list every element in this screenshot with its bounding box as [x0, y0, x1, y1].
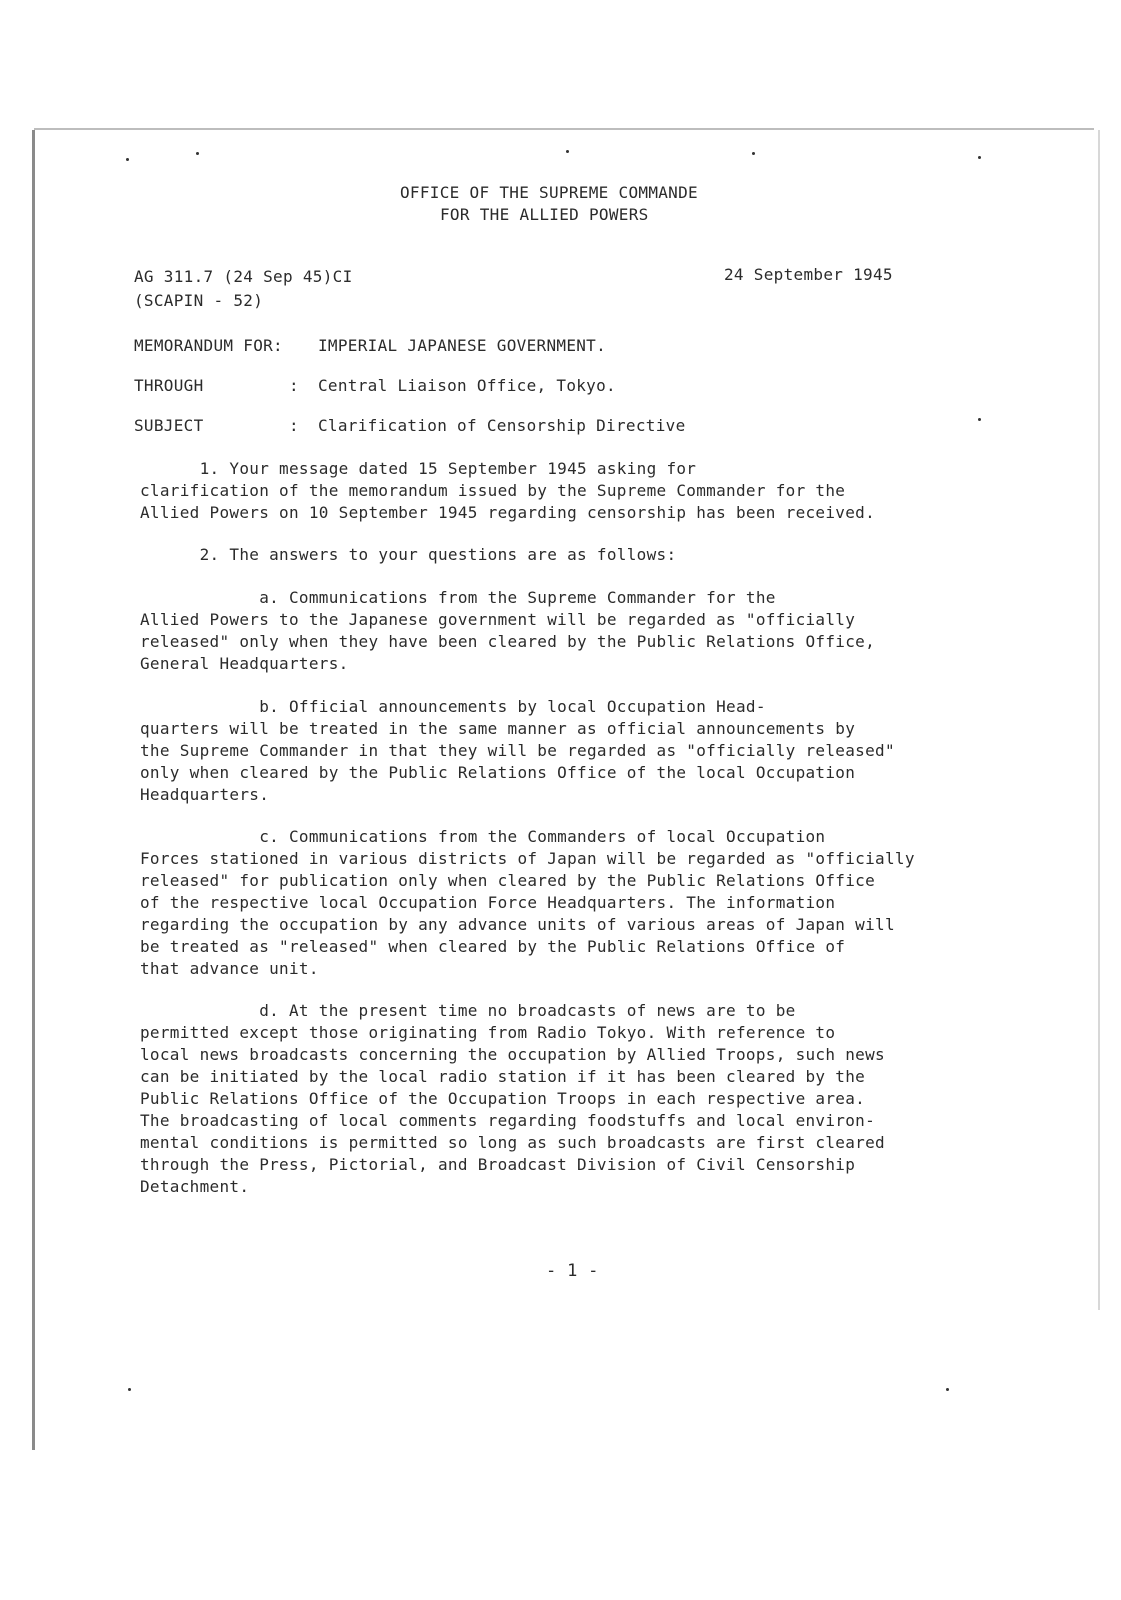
- through-value: Central Liaison Office, Tokyo.: [318, 376, 616, 395]
- paragraph-a-line: released" only when they have been cleared by the Public Relations Office,: [140, 632, 876, 651]
- paragraph-a-line: General Headquarters.: [140, 654, 349, 673]
- scan-border-right: [1098, 130, 1100, 1310]
- subject-value: Clarification of Censorship Directive: [318, 416, 686, 435]
- paragraph-c-line: regarding the occupation by any advance units of various areas of Japan will: [140, 915, 895, 934]
- scan-border-left: [32, 130, 35, 1450]
- page-number: - 1 -: [546, 1261, 599, 1281]
- memo-for-value: IMPERIAL JAPANESE GOVERNMENT.: [318, 336, 607, 355]
- paragraph-d-line: mental conditions is permitted so long as such broadcasts are first cleared: [140, 1133, 885, 1152]
- subject-label: SUBJECT: [134, 416, 204, 435]
- paragraph-1-line: clarification of the memorandum issued by the Supreme Commander for the: [140, 481, 846, 500]
- paragraph-d-line: through the Press, Pictorial, and Broadcast Division of Civil Censorship: [140, 1155, 856, 1174]
- scan-speck: [752, 152, 755, 155]
- scan-speck: [126, 158, 129, 161]
- office-header-line1: OFFICE OF THE SUPREME COMMANDE: [400, 183, 698, 202]
- paragraph-b-line: b. Official announcements by local Occupation Head-: [140, 697, 766, 716]
- memo-for-label: MEMORANDUM FOR:: [134, 336, 283, 355]
- paragraph-d-line: local news broadcasts concerning the occupation by Allied Troops, such news: [140, 1045, 885, 1064]
- paragraph-d-line: Detachment.: [140, 1177, 250, 1196]
- paragraph-d-line: permitted except those originating from Radio Tokyo. With reference to: [140, 1023, 836, 1042]
- paragraph-d-line: The broadcasting of local comments regarding foodstuffs and local environ-: [140, 1111, 876, 1130]
- through-colon: :: [289, 376, 299, 395]
- paragraph-d-line: Public Relations Office of the Occupation Troops in each respective area.: [140, 1089, 866, 1108]
- paragraph-d-line: can be initiated by the local radio station if it has been cleared by the: [140, 1067, 866, 1086]
- paragraph-c-line: released" for publication only when cleared by the Public Relations Office: [140, 871, 876, 890]
- office-header-line2: FOR THE ALLIED POWERS: [440, 205, 649, 224]
- reference-number: AG 311.7 (24 Sep 45)CI: [134, 267, 353, 286]
- paragraph-a-line: Allied Powers to the Japanese government will be regarded as "officially: [140, 610, 856, 629]
- scan-speck: [196, 152, 199, 155]
- paragraph-c-line: Forces stationed in various districts of Japan will be regarded as "officially: [140, 849, 915, 868]
- paragraph-d-line: d. At the present time no broadcasts of news are to be: [140, 1001, 796, 1020]
- paragraph-b-line: Headquarters.: [140, 785, 270, 804]
- paragraph-c-line: that advance unit.: [140, 959, 319, 978]
- scan-speck: [566, 150, 569, 153]
- scan-speck: [128, 1388, 131, 1391]
- paragraph-1-line: 1. Your message dated 15 September 1945 asking for: [140, 459, 697, 478]
- paragraph-1-line: Allied Powers on 10 September 1945 regarding censorship has been received.: [140, 503, 876, 522]
- paragraph-2-line: 2. The answers to your questions are as follows:: [140, 545, 677, 564]
- scan-speck: [946, 1388, 949, 1391]
- subject-colon: :: [289, 416, 299, 435]
- paragraph-c-line: c. Communications from the Commanders of local Occupation: [140, 827, 826, 846]
- scan-speck: [978, 156, 981, 159]
- paragraph-c-line: of the respective local Occupation Force Headquarters. The information: [140, 893, 836, 912]
- paragraph-b-line: quarters will be treated in the same manner as official announcements by: [140, 719, 856, 738]
- through-label: THROUGH: [134, 376, 204, 395]
- memo-date: 24 September 1945: [724, 265, 893, 284]
- scapin-number: (SCAPIN - 52): [134, 291, 264, 310]
- scan-border-top: [34, 128, 1094, 130]
- paragraph-c-line: be treated as "released" when cleared by the Public Relations Office of: [140, 937, 846, 956]
- paragraph-b-line: the Supreme Commander in that they will be regarded as "officially released": [140, 741, 895, 760]
- scan-speck: [978, 418, 981, 421]
- paragraph-a-line: a. Communications from the Supreme Commander for the: [140, 588, 776, 607]
- paragraph-b-line: only when cleared by the Public Relations Office of the local Occupation: [140, 763, 856, 782]
